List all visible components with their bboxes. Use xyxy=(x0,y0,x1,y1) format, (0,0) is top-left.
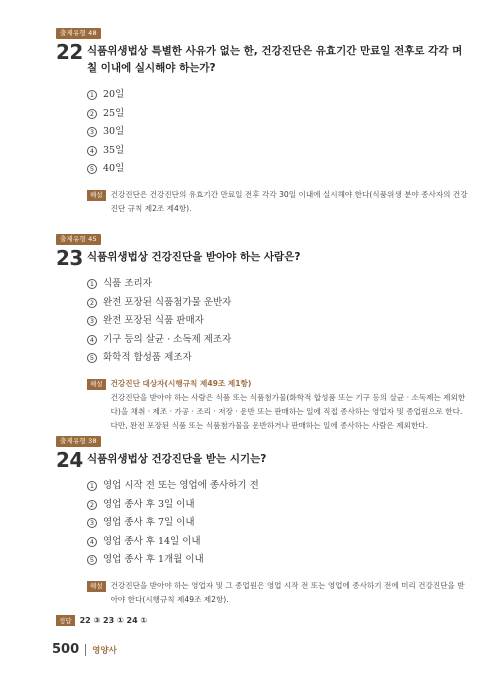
option-5 xyxy=(87,160,470,179)
option-5 xyxy=(87,551,470,570)
answer-key-label: 정답 xyxy=(56,615,75,626)
question-header xyxy=(56,40,470,77)
option-number: 5 xyxy=(87,164,97,174)
explanation-body: 건강진단은 건강진단의 유효기간 만료일 전후 각각 30일 이내에 실시해야 한다(식품위생 분야 종사자의 건강진단 규칙 제2조 제4항). xyxy=(110,189,468,213)
option-number: 1 xyxy=(87,481,97,491)
explanation-body: 건강진단을 받아야 하는 영업자 및 그 종업원은 영업 시작 전 또는 영업에 종사하기 전에 미리 건강진단을 받아야 한다(시행규칙 제49조 제2항). xyxy=(110,580,465,604)
options-list xyxy=(87,477,470,570)
option-text: 완전 포장된 식품첨가물 운반자 xyxy=(103,296,232,308)
option-number: 4 xyxy=(87,335,97,345)
option-number: 4 xyxy=(87,146,97,156)
option-number: 4 xyxy=(87,537,97,547)
explanation xyxy=(87,188,470,216)
option-number: 2 xyxy=(87,500,97,510)
question-number: 22 xyxy=(56,40,83,64)
option-text: 25일 xyxy=(103,107,125,119)
option-2 xyxy=(87,294,470,313)
option-4 xyxy=(87,331,470,350)
option-number: 3 xyxy=(87,518,97,528)
footer-divider xyxy=(85,644,86,656)
answer-key xyxy=(56,615,147,626)
question-number: 24 xyxy=(56,448,83,472)
option-3 xyxy=(87,312,470,331)
option-text: 영업 종사 후 14일 이내 xyxy=(103,535,201,547)
option-text: 20일 xyxy=(103,89,125,100)
option-text: 기구 등의 살균 · 소독제 제조자 xyxy=(103,333,232,345)
option-1 xyxy=(87,275,470,294)
option-number: 5 xyxy=(87,353,97,363)
option-text: 화학적 합성품 제조자 xyxy=(103,352,192,363)
page-footer xyxy=(52,642,117,657)
option-text: 영업 종사 후 3일 이내 xyxy=(103,498,195,510)
options-list xyxy=(87,275,470,368)
option-number: 2 xyxy=(87,298,97,308)
question-text: 식품위생법상 특별한 사유가 없는 한, 건강진단은 유효기간 만료일 전후로 각각 며칠 이내에 실시해야 하는가? xyxy=(87,45,463,74)
option-3 xyxy=(87,514,470,533)
question-type-tag: 출제유형 38 xyxy=(56,436,101,447)
question-type-tag: 출제유형 48 xyxy=(56,28,101,39)
question-header xyxy=(56,448,470,472)
option-text: 35일 xyxy=(103,144,125,156)
option-number: 1 xyxy=(87,90,97,100)
question-24 xyxy=(56,428,470,607)
explanation-label: 해설 xyxy=(87,190,106,201)
option-4 xyxy=(87,533,470,552)
explanation xyxy=(87,377,470,433)
option-2 xyxy=(87,105,470,124)
explanation-label: 해설 xyxy=(87,581,106,592)
option-text: 영업 종사 후 1개월 이내 xyxy=(103,554,204,565)
option-text: 40일 xyxy=(103,163,125,174)
option-3 xyxy=(87,123,470,142)
options-list xyxy=(87,86,470,179)
page-number: 500 xyxy=(52,642,80,657)
question-text: 식품위생법상 건강진단을 받아야 하는 사람은? xyxy=(87,251,301,263)
option-number: 3 xyxy=(87,316,97,326)
question-23 xyxy=(56,226,470,433)
option-1 xyxy=(87,477,470,496)
subject-name: 영양사 xyxy=(92,645,117,656)
option-2 xyxy=(87,496,470,515)
option-text: 완전 포장된 식품 판매자 xyxy=(103,315,204,326)
option-4 xyxy=(87,142,470,161)
question-22 xyxy=(56,20,470,216)
option-number: 5 xyxy=(87,555,97,565)
option-text: 식품 조리자 xyxy=(103,278,152,289)
option-number: 2 xyxy=(87,109,97,119)
question-header xyxy=(56,246,470,270)
explanation-subheading: 건강진단 대상자(시행규칙 제49조 제1항) xyxy=(110,378,252,388)
explanation xyxy=(87,579,470,607)
option-number: 3 xyxy=(87,127,97,137)
option-text: 영업 시작 전 또는 영업에 종사하기 전 xyxy=(103,480,259,491)
explanation-text: 건강진단을 받아야 하는 사람은 식품 또는 식품첨가물(화학적 합성품 또는 기구 등의 살균 · 소독제는 제외한다)을 채취 · 제조 · 가공 · 조리 · 저장 · 운반 또는 판매하는 일에 직접 종사하는 영업자 및 종업원으로 한다. 다만, 완전 포장된 식품 또는 식품첨가물을 운반하거나 판매하는 일에 종사하는 사람은 제외한다. xyxy=(110,392,466,430)
option-number: 1 xyxy=(87,279,97,289)
explanation-body xyxy=(111,377,470,433)
question-number: 23 xyxy=(56,246,83,270)
explanation-label: 해설 xyxy=(87,379,106,390)
option-1 xyxy=(87,86,470,105)
option-5 xyxy=(87,349,470,368)
question-text: 식품위생법상 건강진단을 받는 시기는? xyxy=(87,453,267,465)
option-text: 30일 xyxy=(103,126,125,137)
answer-key-text: 22 ③ 23 ① 24 ① xyxy=(79,616,148,625)
question-type-tag: 출제유형 45 xyxy=(56,234,101,245)
option-text: 영업 종사 후 7일 이내 xyxy=(103,517,195,528)
